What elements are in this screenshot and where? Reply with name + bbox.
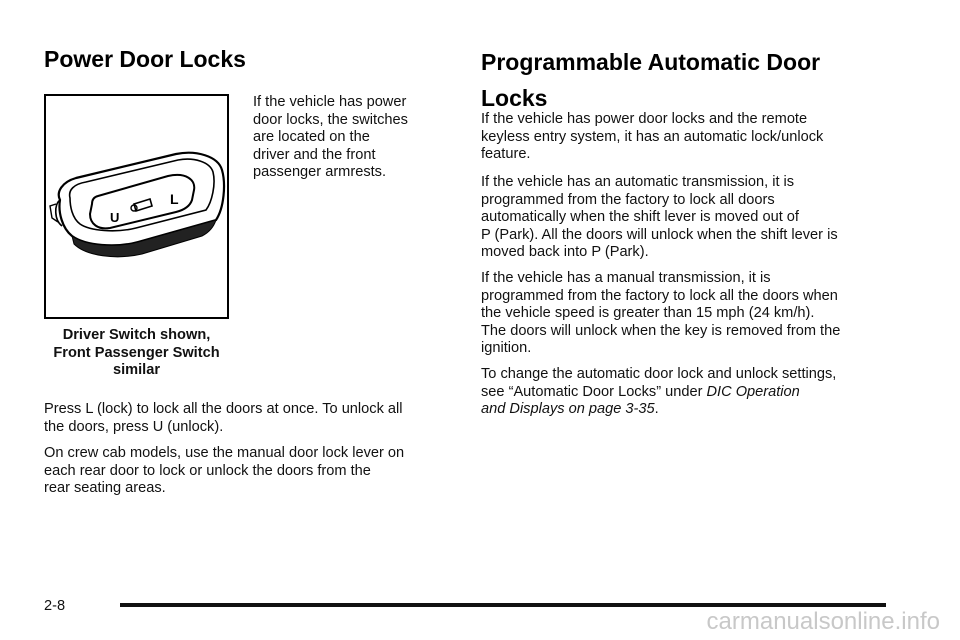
manual-transmission-paragraph (481, 270, 840, 358)
caption-line: similar (112, 362, 161, 379)
text-line: keyless entry system, it has an automatic lock/unlock (481, 128, 824, 145)
text-line (481, 401, 836, 419)
text-line: On crew cab models, use the manual door lock lever on (44, 445, 405, 461)
heading-line: Locks (481, 85, 548, 111)
text-line: passenger armrests. (253, 164, 387, 181)
automatic-transmission-paragraph (481, 174, 838, 262)
text-line: programmed from the factory to lock all the doors when (481, 287, 838, 304)
watermark: carmanualsonline.info (706, 608, 940, 635)
text-line: ignition. (481, 340, 532, 357)
door-lock-switch-illustration (44, 94, 229, 319)
settings-paragraph (481, 366, 836, 419)
keyless-entry-paragraph (481, 111, 823, 164)
footer-rule (120, 603, 886, 607)
text-line: automatically when the shift lever is moved out of (481, 209, 799, 226)
unlock-u-label: U (110, 210, 120, 225)
text-line: If the vehicle has an automatic transmission, it is (481, 174, 795, 190)
heading-line: Programmable Automatic Door (481, 49, 821, 75)
text-line: driver and the front (253, 146, 376, 163)
figure-caption (30, 327, 243, 380)
text-line: rear seating areas. (44, 480, 166, 497)
crew-cab-paragraph (44, 445, 404, 498)
text-line: the doors, press U (unlock). (44, 418, 224, 435)
intro-paragraph (253, 94, 408, 182)
text-line: programmed from the factory to lock all doors (481, 191, 775, 208)
text-line: feature. (481, 146, 531, 163)
text-line: the vehicle speed is greater than 15 mph (24 km/h). (481, 305, 815, 322)
caption-line: Front Passenger Switch (53, 344, 220, 361)
page-reference-link[interactable]: and Displays on page 3-35 (481, 401, 655, 418)
text-line: each rear door to lock or unlock the doors from the (44, 462, 371, 479)
text-line: P (Park). All the doors will unlock when the shift lever is (481, 226, 838, 243)
door-lock-switch-icon (46, 96, 227, 317)
section-title-power-door-locks: Power Door Locks (44, 46, 246, 72)
text-line: To change the automatic door lock and unlock settings, (481, 366, 837, 382)
text-line: The doors will unlock when the key is removed from the (481, 322, 841, 339)
text-fragment: see “Automatic Door Locks” under (481, 383, 707, 400)
text-line: are located on the (253, 129, 370, 146)
text-line: If the vehicle has power (253, 94, 407, 110)
lock-l-label: L (170, 191, 179, 207)
text-line: door locks, the switches (253, 111, 408, 128)
text-fragment: . (654, 401, 659, 418)
page-reference-link[interactable]: DIC Operation (706, 383, 800, 400)
text-line: If the vehicle has power door locks and the remote (481, 111, 808, 127)
page-number: 2-8 (44, 598, 66, 614)
caption-line: Driver Switch shown, (62, 327, 211, 343)
text-line: moved back into P (Park). (481, 244, 649, 261)
text-line: If the vehicle has a manual transmission, it is (481, 270, 771, 286)
section-title-programmable-locks (481, 44, 820, 116)
text-line (481, 384, 836, 402)
lock-instructions-paragraph (44, 401, 403, 436)
text-line: Press L (lock) to lock all the doors at once. To unlock all (44, 401, 403, 417)
